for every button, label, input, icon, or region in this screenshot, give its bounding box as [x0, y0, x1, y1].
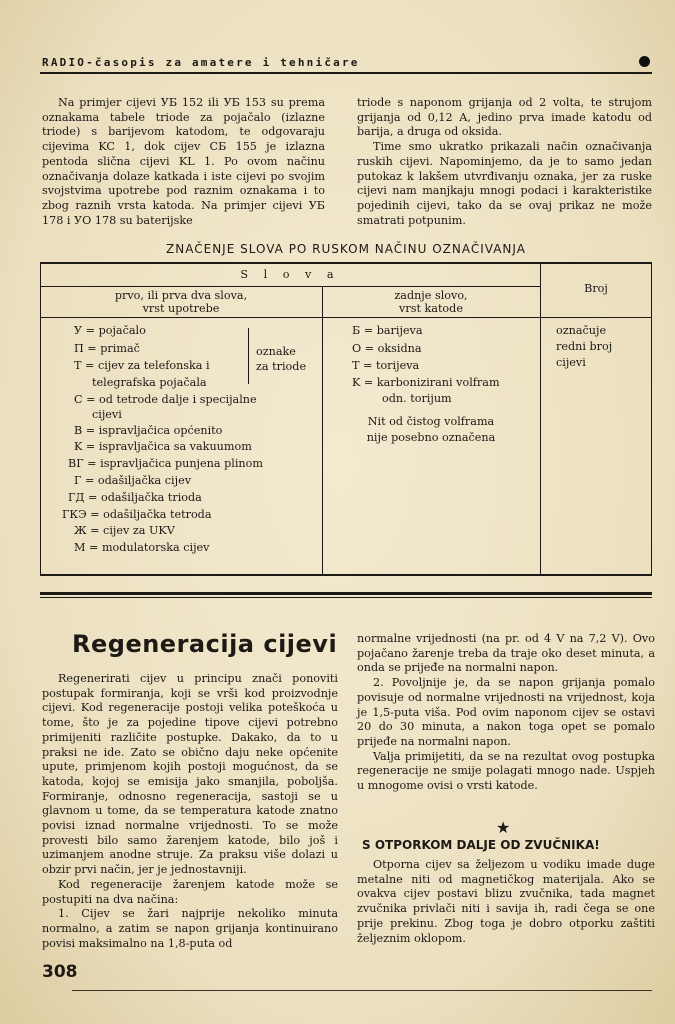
article-paragraph: 2. Povoljnije je, da se napon grijanja pomalo povisuje od normalne vrijednosti na vrijednost, koja je 1,5-puta viša. Pod ovim naponom cijev se ostavi 20 do 30 minuta, a nakon toga opet se pomalo prijeđe na normalni napon.: [357, 676, 655, 748]
article-paragraph: 1. Cijev se žari najprije nekoliko minuta normalno, a zatim se napon grijanja kontinuirano povisi maksimalno na 1,8-puta od: [42, 907, 338, 950]
intro-right-paragraph-2: Time smo ukratko prikazali način označivanja ruskih cijevi. Napominjemo, da je to samo jedan putokaz k lakšem utvrđivanju oznaka, jer za ruske cijevi nam manjkaju mnogi podaci i karakteristike pojedinih cijevi, tako da se ovaj prikaz ne može smatrati potpunim.: [357, 140, 652, 227]
table-header-rule-2: [40, 317, 652, 318]
sub-article-column: [357, 858, 655, 946]
footer-rule: [72, 990, 652, 991]
table-row: Ж = cijev za UKV: [74, 524, 175, 537]
table-row: С = od tetrode dalje i specijalne: [74, 393, 257, 406]
table-right-border: [651, 262, 652, 576]
table-row: telegrafska pojačala: [92, 376, 207, 389]
table-header-rule-1: [40, 286, 540, 287]
letters-table: [40, 262, 652, 576]
table-row: ГД = odašiljačka trioda: [68, 491, 202, 504]
table-row: B = ispravljačica općenito: [74, 424, 223, 437]
table-row: ГКЭ = odašiljačka tetroda: [62, 508, 212, 521]
table-row: BГ = ispravljačica punjena plinom: [68, 457, 263, 470]
sub-article-title: S OTPORKOM DALJE OD ZVUČNIKA!: [362, 838, 600, 852]
col2-note-line2: nije posebno označena: [366, 431, 496, 444]
table-divider-2: [540, 262, 541, 576]
running-header: [42, 56, 654, 72]
bracket-line: [248, 328, 249, 384]
article-paragraph: Valja primijetiti, da se na rezultat ovog postupka regeneracije ne smije polagati mnogo nade. Uspjeh u mnogome ovisi o vrsti katode.: [357, 749, 655, 793]
col3-header: Broj: [584, 282, 608, 295]
bullet-dot-icon: [639, 56, 650, 67]
table-row: Г = odašiljačka cijev: [74, 474, 192, 487]
col2-header-line1: zadnje slovo,: [394, 289, 468, 302]
table-top-rule: [40, 262, 652, 264]
group-note-line2: za triode: [256, 360, 307, 373]
article-right-column: [357, 632, 655, 794]
table-row: O = oksidna: [352, 342, 422, 355]
group-note-line1: oznake: [256, 345, 296, 358]
article-paragraph: Kod regeneracije žarenjem katode može se postupiti na dva načina:: [42, 877, 338, 906]
table-row: У = pojačalo: [74, 324, 146, 337]
intro-left-paragraph: Na primjer cijevi УБ 152 ili УБ 153 su prema oznakama tabele triode za pojačalo (izlazne triode) s barijevom katodom, te odgovaraju cijevima KC 1, dok cijev CБ 155 je izlazna pentoda slična cijevi KL 1. Po ovom načinu označivanja dolaze katkada i iste cijevi po svojim svojstvima upotrebe pod raznim oznakama i to zbog raznih vrsta katoda. Na primjer cijevi УБ 178 i УО 178 su baterijske: [42, 96, 325, 227]
table-row: K = karbonizirani volfram: [352, 376, 500, 389]
page-number: 308: [42, 962, 78, 982]
section-rule: [40, 592, 652, 595]
header-rule: [40, 72, 652, 74]
article-paragraph: normalne vrijednosti (na pr. od 4 V na 7,2 V). Ovo pojačano žarenje treba da traje oko deset minuta, a onda se prijeđe na normalni napon.: [357, 632, 655, 675]
col3-line2: redni broj: [556, 340, 613, 353]
table-title: ZNAČENJE SLOVA PO RUSKOM NAČINU OZNAČIVANJA: [166, 242, 526, 256]
col3-line1: označuje: [556, 324, 607, 337]
col1-header-line1: prvo, ili prva dva slova,: [114, 289, 248, 302]
header-slova: S l o v a: [240, 268, 340, 281]
table-row: Б = barijeva: [352, 324, 423, 337]
intro-right-column: [357, 96, 652, 228]
table-row: П = primač: [74, 342, 140, 355]
col2-note-line1: Nit od čistog volframa: [367, 415, 495, 428]
table-bottom-rule: [40, 574, 652, 576]
col3-line3: cijevi: [556, 356, 586, 369]
article-paragraph: Otporna cijev sa željezom u vodiku imade duge metalne niti od magnetičkog materijala. Ako se ovakva cijev postavi blizu zvučnika, tada magnet zvučnika privlači niti i savija ih, radi čega se one prije prekinu. Zbog toga je dobro otporku zaštiti željeznim oklopom.: [357, 858, 655, 945]
table-row: M = modulatorska cijev: [74, 541, 210, 554]
intro-left-column: [42, 96, 325, 228]
star-icon: ★: [496, 818, 511, 837]
table-row: T = cijev za telefonska i: [74, 359, 210, 372]
table-row: cijevi: [92, 408, 122, 421]
col2-header-line2: vrst katode: [399, 302, 463, 315]
header-title: RADIO-časopis za amatere i tehničare: [42, 56, 360, 69]
table-row: odn. torijum: [382, 392, 452, 405]
article-paragraph: Regenerirati cijev u principu znači ponoviti postupak formiranja, koji se vrši kod proizvodnje cijevi. Kod regeneracije postoji velika poteškoća u tome, što je za pojedine tipove cijevi potrebno primijeniti različite postupke. Dakako, da to u praksi ne ide. Zato se obično daju neke općenite upute, primjenom kojih postoji mogućnost, da se katoda, kojoj se emisija jako smanjila, poboljša. Formiranje, odnosno regeneracija, sastoji se u glavnom u tome, da se temperatura katode znatno povisi iznad normalne vrijednosti. To se može provesti bilo samo žarenjem katode, bilo još i uzimanjem anodne struje. Za praksu više dolazi u obzir prvi način, jer je jednostavniji.: [42, 672, 338, 877]
table-row: T = torijeva: [352, 359, 420, 372]
article-left-column: [42, 672, 338, 951]
article-title: Regeneracija cijevi: [72, 630, 338, 658]
section-rule-thin: [40, 597, 652, 598]
table-row: K = ispravljačica sa vakuumom: [74, 440, 252, 453]
intro-right-paragraph-1: triode s naponom grijanja od 2 volta, te strujom grijanja od 0,12 A, jedino prva imade katodu od barija, a druga od oksida.: [357, 96, 652, 139]
col1-header-line2: vrst upotrebe: [142, 302, 220, 315]
